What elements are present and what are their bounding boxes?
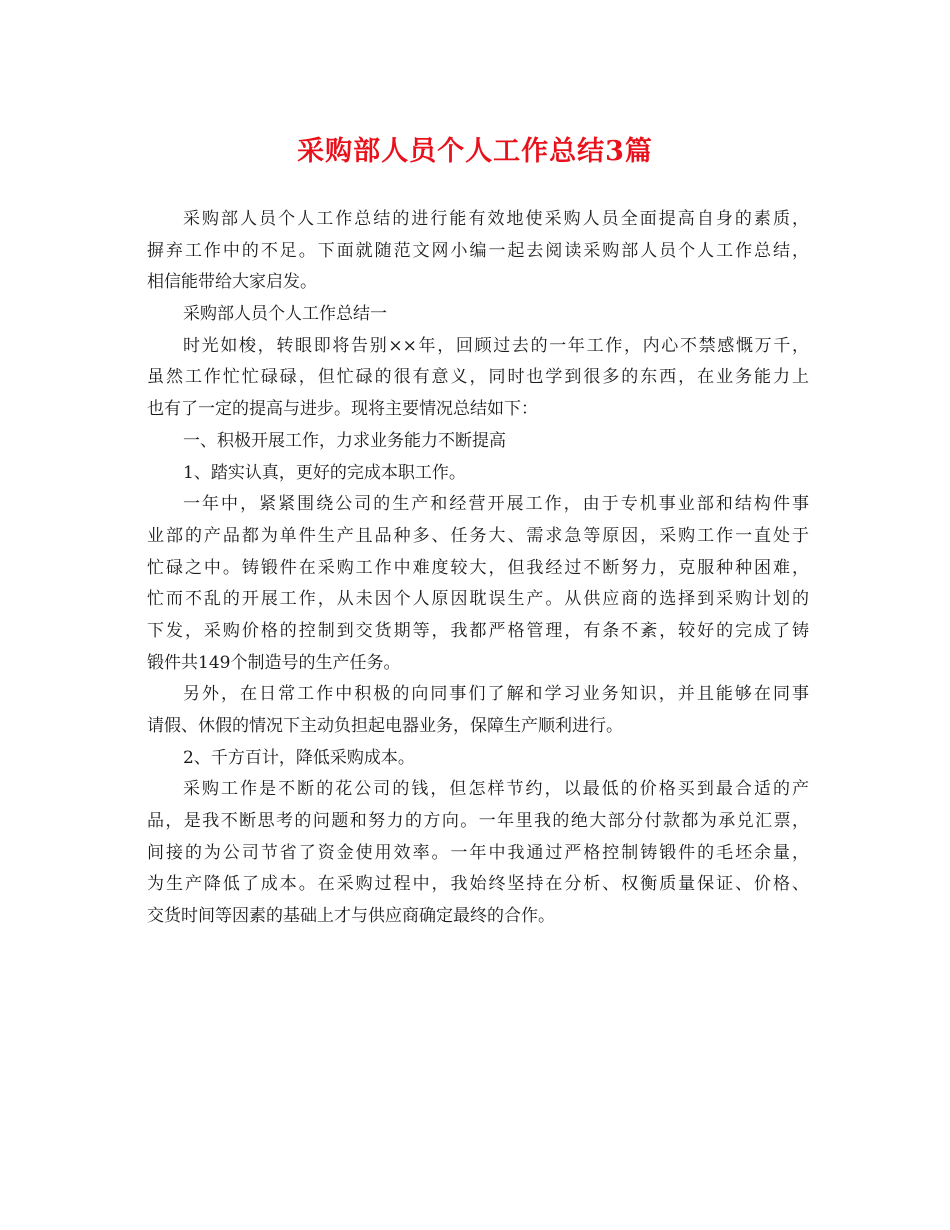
text-line: 时光如梭，转眼即将告别××年，回顾过去的一年工作，内心不禁感慨万千， — [183, 335, 809, 356]
document-title: 采购部人员个人工作总结3篇 — [297, 136, 653, 167]
text-line: 采购部人员个人工作总结的进行能有效地使采购人员全面提高自身的素质， — [183, 209, 809, 229]
text-line: 相信能带给大家启发。 — [147, 272, 317, 293]
text-line: 忙碌之中。铸锻件在采购工作中难度较大，但我经过不断努力，克服种种困难， — [147, 557, 809, 578]
text-line: 一年中，紧紧围绕公司的生产和经营开展工作，由于专机事业部和结构件事 — [183, 494, 809, 515]
text-line: 一、积极开展工作，力求业务能力不断提高 — [183, 430, 506, 451]
text-line: 另外，在日常工作中积极的向同事们了解和学习业务知识，并且能够在同事 — [183, 684, 809, 705]
text-line: 摒弃工作中的不足。下面就随范文网小编一起去阅读采购部人员个人工作总结， — [147, 240, 809, 261]
text-line: 请假、休假的情况下主动负担起电器业务，保障生产顺利进行。 — [147, 716, 623, 736]
text-line: 业部的产品都为单件生产且品种多、任务大、需求急等原因，采购工作一直处于 — [147, 525, 809, 546]
text-line: 品，是我不断思考的问题和努力的方向。一年里我的绝大部分付款都为承兑汇票， — [147, 811, 809, 832]
text-line: 虽然工作忙忙碌碌，但忙碌的很有意义，同时也学到很多的东西，在业务能力上 — [147, 367, 809, 388]
document-body — [147, 204, 809, 933]
text-line: 忙而不乱的开展工作，从未因个人原因耽误生产。从供应商的选择到采购计划的 — [147, 589, 809, 610]
text-line: 下发，采购价格的控制到交货期等，我都严格管理，有条不紊，较好的完成了铸 — [147, 620, 809, 641]
text-line: 采购部人员个人工作总结一 — [183, 304, 387, 325]
text-line: 为生产降低了成本。在采购过程中，我始终坚持在分析、权衡质量保证、价格、 — [147, 874, 809, 895]
text-line: 采购工作是不断的花公司的钱，但怎样节约，以最低的价格买到最合适的产 — [183, 779, 809, 800]
text-line: 也有了一定的提高与进步。现将主要情况总结如下： — [147, 399, 538, 420]
text-line: 2、千方百计，降低采购成本。 — [183, 747, 415, 768]
text-line: 交货时间等因素的基础上才与供应商确定最终的合作。 — [147, 906, 555, 927]
text-line: 间接的为公司节省了资金使用效率。一年中我通过严格控制铸锻件的毛坯余量， — [147, 842, 809, 863]
text-line: 1、踏实认真，更好的完成本职工作。 — [183, 462, 466, 483]
text-line: 锻件共149个制造号的生产任务。 — [147, 652, 401, 673]
